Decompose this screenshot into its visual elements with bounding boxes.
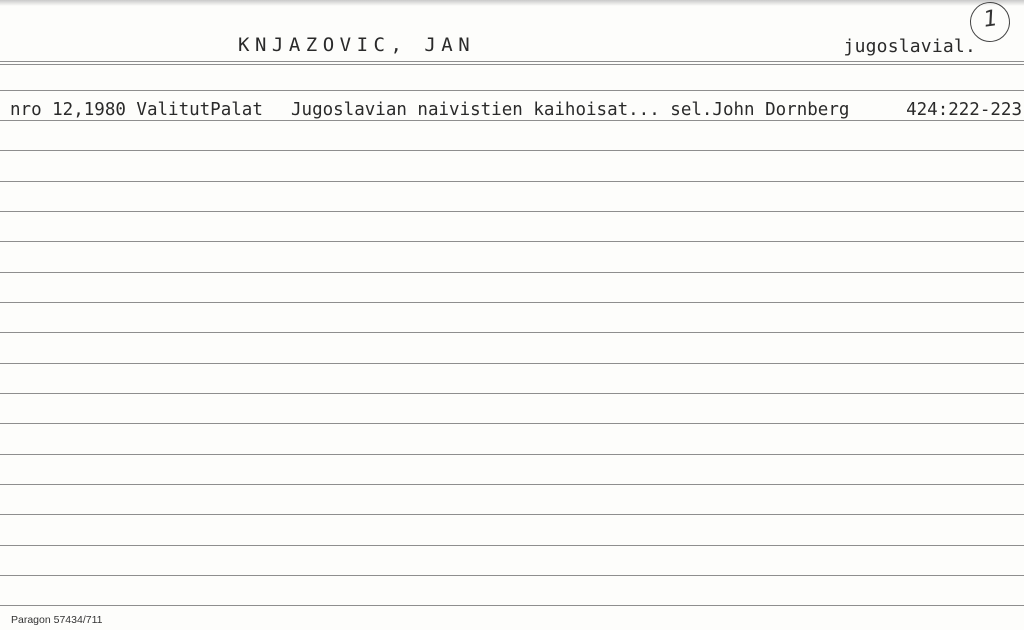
ruled-line bbox=[0, 241, 1024, 242]
ruled-line bbox=[0, 332, 1024, 333]
card-top-edge bbox=[0, 0, 1024, 6]
ruled-line bbox=[0, 363, 1024, 364]
ruled-line bbox=[0, 484, 1024, 485]
entry-title: Jugoslavian naivistien kaihoisat... sel.John Dornberg bbox=[291, 100, 850, 120]
ruled-line bbox=[0, 120, 1024, 121]
subject-heading: jugoslavial. bbox=[843, 36, 976, 57]
header-rule bbox=[0, 61, 1024, 62]
ruled-line bbox=[0, 90, 1024, 91]
entry-source: nro 12,1980 ValitutPalat bbox=[10, 100, 263, 120]
ruled-line bbox=[0, 272, 1024, 273]
printer-mark: Paragon 57434/711 bbox=[11, 614, 103, 626]
entry-pages: 424:222-223 bbox=[906, 100, 1022, 120]
ruled-line bbox=[0, 150, 1024, 151]
ruled-line bbox=[0, 514, 1024, 515]
ruled-line bbox=[0, 393, 1024, 394]
ruled-line bbox=[0, 454, 1024, 455]
ruled-line bbox=[0, 302, 1024, 303]
ruled-line bbox=[0, 605, 1024, 606]
ruled-line bbox=[0, 545, 1024, 546]
ruled-line bbox=[0, 181, 1024, 182]
ruled-line bbox=[0, 211, 1024, 212]
ruled-line bbox=[0, 575, 1024, 576]
card-number: 1 bbox=[981, 6, 1000, 33]
author-name: KNJAZOVIC, JAN bbox=[238, 34, 476, 56]
ruled-line bbox=[0, 423, 1024, 424]
